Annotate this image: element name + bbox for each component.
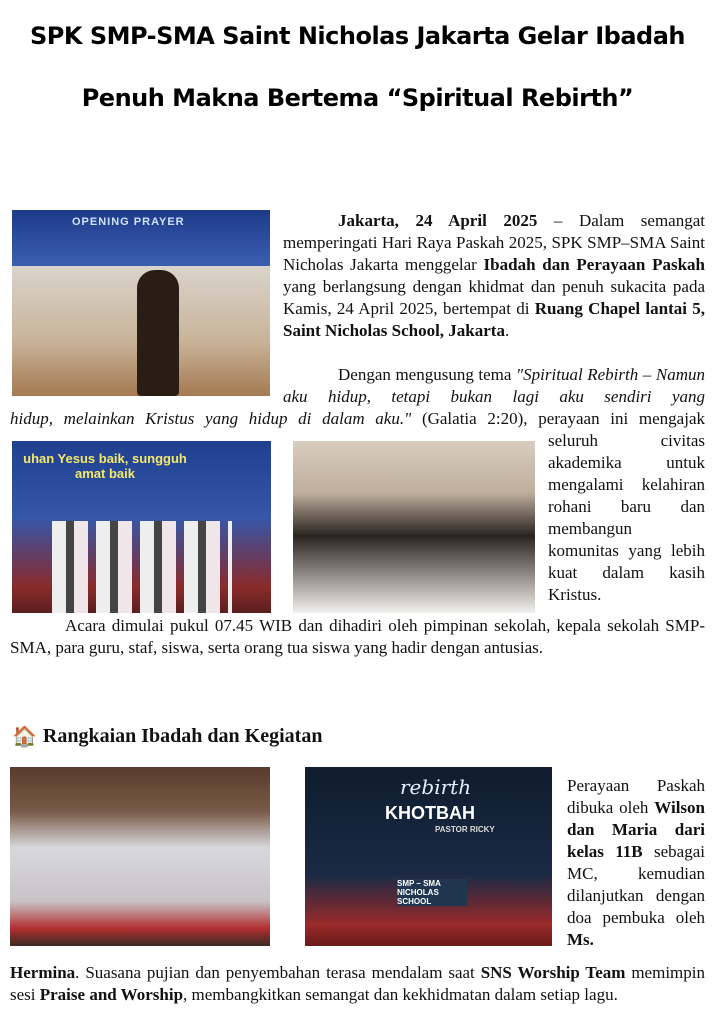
- photo-congregation-praying: [293, 441, 535, 613]
- paragraph-mc-part1: [567, 775, 705, 951]
- paragraph-theme-part1: [283, 364, 705, 408]
- text: . Suasana pujian dan penyembahan terasa mendalam saat: [75, 963, 481, 982]
- text: Dengan mengusung tema: [338, 365, 517, 384]
- bold-text: Wilson dan Maria dari kelas 11B: [567, 798, 705, 861]
- text: (Galatia 2:20), perayaan ini mengajak: [411, 409, 705, 428]
- bold-text: Ms.: [567, 930, 594, 949]
- bold-text: SNS Worship Team: [480, 963, 626, 982]
- text: – Dalam semangat memperingati Hari Raya Paskah 2025, SPK SMP–SMA Saint Nicholas Jakarta menggelar: [283, 211, 705, 274]
- photo-opening-prayer: [12, 210, 270, 396]
- italic-text: "Spiritual Rebirth – Namun aku hidup, tetapi bukan lagi aku sendiri yang: [283, 365, 705, 406]
- house-icon: 🏠: [12, 726, 37, 748]
- paragraph-mc-part2: [10, 962, 705, 1006]
- text: Perayaan Paskah dibuka oleh: [567, 776, 705, 817]
- italic-text: hidup, melainkan Kristus yang hidup di dalam aku.": [10, 409, 412, 428]
- section-heading: [12, 724, 322, 749]
- text: yang berlangsung dengan khidmat dan penuh sukacita pada Kamis, 24 April 2025, bertempat di: [283, 277, 705, 318]
- photo-sermon-khotbah: [305, 767, 552, 946]
- bold-text: Hermina: [10, 963, 76, 982]
- dateline: Jakarta, 24 April 2025: [338, 211, 538, 230]
- paragraph-attendance: Acara dimulai pukul 07.45 WIB dan dihadiri oleh pimpinan sekolah, kepala sekolah SMP-SMA, para guru, staf, siswa, serta orang tua siswa yang hadir dengan antusias.: [10, 616, 705, 657]
- bold-text: Ruang Chapel lantai 5, Saint Nicholas School, Jakarta: [283, 299, 705, 340]
- section-heading-text: Rangkaian Ibadah dan Kegiatan: [42, 725, 323, 747]
- paragraph-theme-part2: [10, 408, 705, 430]
- paragraph-theme-part3: seluruh civitas akademika untuk mengalami kelahiran rohani baru dan membangun komunitas yang lebih kuat dalam kasih Kristus.: [548, 431, 705, 604]
- photo-banner-school: SMP – SMA NICHOLAS SCHOOL: [397, 879, 467, 906]
- photo-banner-rebirth: rebirth: [400, 775, 472, 799]
- text: memimpin sesi: [10, 963, 705, 1004]
- text: , membangkitkan semangat dan kekhidmatan dalam setiap lagu.: [183, 985, 618, 1004]
- photo-dance-performance: [10, 767, 270, 946]
- article-title-line1: SPK SMP-SMA Saint Nicholas Jakarta Gelar Ibadah: [29, 22, 685, 50]
- photo-banner-text: OPENING PRAYER: [72, 216, 185, 228]
- photo-banner-pastor: PASTOR RICKY: [435, 825, 495, 834]
- article-title-line2: Penuh Makna Bertema “Spiritual Rebirth”: [81, 84, 634, 112]
- photo-banner-khotbah: KHOTBAH: [385, 803, 475, 823]
- photo-lyrics-text: uhan Yesus baik, sungguh amat baik: [23, 451, 187, 481]
- bold-text: Ibadah dan Perayaan Paskah: [483, 255, 706, 274]
- bold-text: Praise and Worship: [39, 985, 184, 1004]
- text: .: [504, 321, 510, 340]
- paragraph-intro: [283, 210, 705, 342]
- photo-worship-singers: [12, 441, 271, 613]
- text: sebagai MC, kemudian dilanjutkan dengan doa pembuka oleh: [567, 842, 705, 927]
